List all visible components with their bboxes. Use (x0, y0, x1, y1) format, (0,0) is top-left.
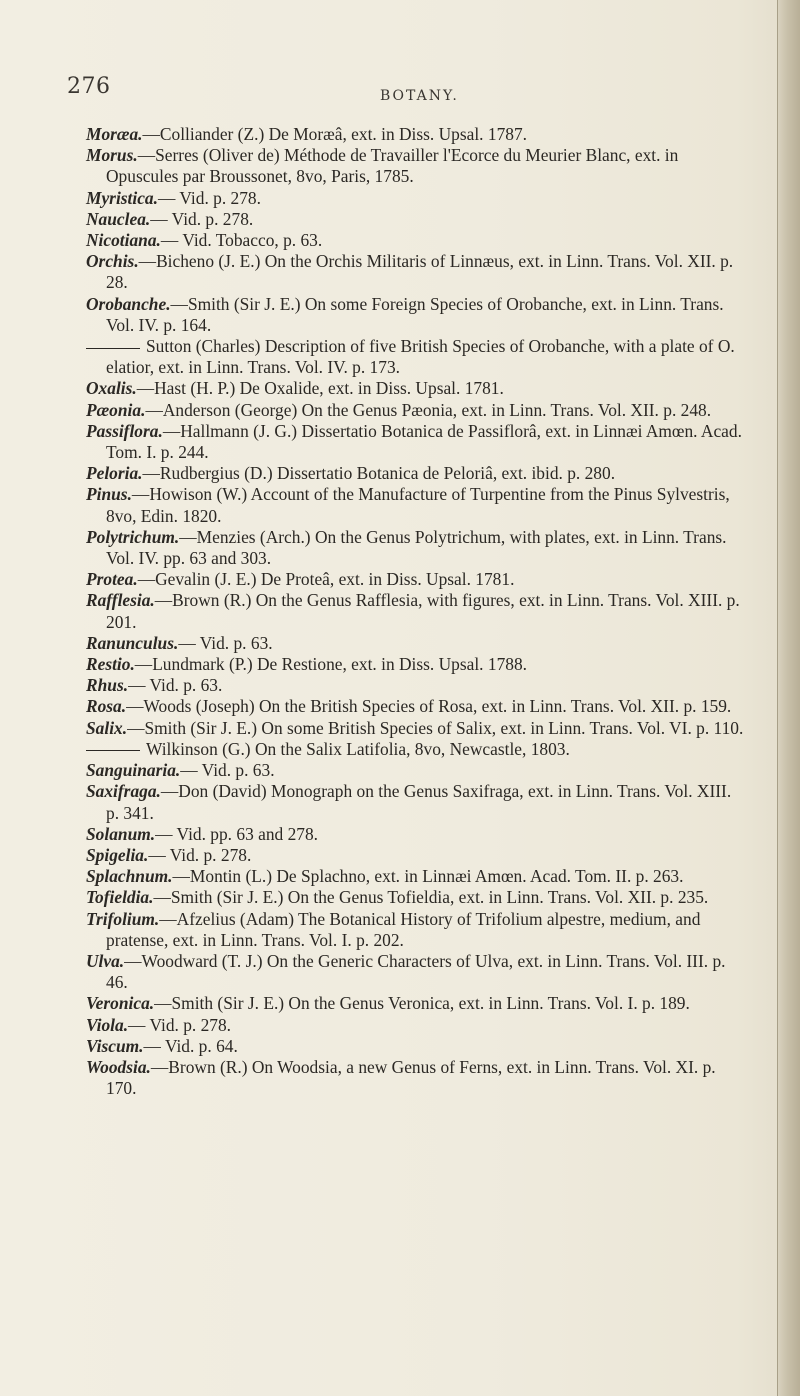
genus-name: Trifolium. (86, 908, 160, 929)
list-item (86, 421, 746, 463)
list-item (86, 1036, 746, 1057)
list-item (86, 209, 746, 230)
entry-text: —Afzelius (Adam) The Botanical History of Trifolium alpestre, medium, and pratense, ext. in Linn. Trans. Vol. I. p. 202. (106, 908, 701, 950)
genus-name: Protea. (86, 569, 138, 590)
list-item (86, 951, 746, 993)
entry-text: —Colliander (Z.) De Moræâ, ext. in Diss. Upsal. 1787. (142, 124, 528, 144)
genus-name: Ranunculus. (86, 632, 179, 653)
list-item (86, 760, 746, 781)
list-item (86, 718, 746, 739)
entry-text: — Vid. Tobacco, p. 63. (160, 230, 323, 251)
list-item (86, 590, 746, 632)
entry-text: — Vid. p. 278. (157, 187, 261, 208)
genus-name: Veronica. (86, 993, 155, 1014)
entry-text: —Brown (R.) On Woodsia, a new Genus of Ferns, ext. in Linn. Trans. Vol. XI. p. 170. (106, 1056, 716, 1099)
genus-name: Spigelia. (86, 844, 149, 865)
list-item (86, 654, 746, 675)
entry-text: — Vid. p. 278. (150, 208, 254, 229)
list-item (86, 251, 746, 293)
list-item (86, 824, 746, 845)
entry-text: —Brown (R.) On the Genus Rafflesia, with figures, ext. in Linn. Trans. Vol. XIII. p. 201. (106, 590, 740, 632)
list-item (86, 909, 746, 951)
list-item (86, 230, 746, 251)
entry-text: — Vid. p. 63. (178, 632, 273, 653)
genus-name: Nauclea. (86, 208, 151, 229)
genus-name: Pæonia. (86, 399, 146, 420)
list-item (86, 866, 746, 887)
entry-text: —Anderson (George) On the Genus Pæonia, ext. in Linn. Trans. Vol. XII. p. 248. (145, 399, 712, 420)
genus-name: Moræa. (86, 124, 143, 144)
entry-text: —Howison (W.) Account of the Manufacture of Turpentine from the Pinus Sylvestris, 8vo, Edin. 1820. (106, 484, 730, 526)
genus-name: Splachnum. (86, 866, 173, 887)
genus-name: Polytrichum. (86, 526, 180, 547)
entry-text: —Lundmark (P.) De Restione, ext. in Diss. Upsal. 1788. (134, 654, 528, 675)
entry-text: — Vid. p. 64. (143, 1035, 238, 1056)
list-item (86, 739, 746, 760)
ditto-rule (86, 348, 140, 349)
list-item (86, 633, 746, 654)
entry-text: —Smith (Sir J. E.) On the Genus Tofieldia, ext. in Linn. Trans. Vol. XII. p. 235. (153, 887, 709, 908)
ditto-rule (86, 750, 140, 751)
genus-name: Orchis. (86, 251, 139, 272)
entry-text: — Vid. pp. 63 and 278. (155, 823, 319, 844)
list-item (86, 781, 746, 823)
genus-name: Saxifraga. (86, 781, 161, 802)
entry-text: Wilkinson (G.) On the Salix Latifolia, 8vo, Newcastle, 1803. (146, 738, 570, 759)
entry-text: —Gevalin (J. E.) De Proteâ, ext. in Diss. Upsal. 1781. (137, 569, 515, 590)
bibliography-index (86, 124, 746, 1099)
genus-name: Solanum. (86, 823, 156, 844)
genus-name: Salix. (86, 717, 128, 738)
page-number: 276 (67, 74, 111, 99)
list-item (86, 378, 746, 399)
entry-text: Sutton (Charles) Description of five British Species of Orobanche, with a plate of O. elatior, ext. in Linn. Trans. Vol. IV. p. 173. (106, 336, 735, 378)
genus-name: Passiflora. (86, 420, 163, 441)
entry-text: —Serres (Oliver de) Méthode de Travailler l'Ecorce du Meurier Blanc, ext. in Opuscules par Broussonet, 8vo, Paris, 1785. (106, 145, 679, 187)
list-item (86, 294, 746, 336)
genus-name: Tofieldia. (86, 887, 154, 908)
genus-name: Rosa. (86, 696, 127, 717)
genus-name: Peloria. (86, 463, 143, 484)
genus-name: Viola. (86, 1014, 129, 1035)
entry-text: —Rudbergius (D.) Dissertatio Botanica de Peloriâ, ext. ibid. p. 280. (142, 463, 616, 484)
entry-text: — Vid. p. 63. (180, 760, 275, 781)
genus-name: Rhus. (86, 675, 129, 696)
list-item (86, 675, 746, 696)
list-item (86, 400, 746, 421)
list-item (86, 124, 746, 145)
entry-text: —Woods (Joseph) On the British Species of Rosa, ext. in Linn. Trans. Vol. XII. p. 159. (126, 696, 732, 717)
list-item (86, 336, 746, 378)
list-item (86, 527, 746, 569)
entry-text: —Smith (Sir J. E.) On the Genus Veronica, ext. in Linn. Trans. Vol. I. p. 189. (154, 993, 690, 1014)
running-head: BOTANY. (380, 88, 459, 104)
genus-name: Rafflesia. (86, 590, 155, 611)
list-item (86, 188, 746, 209)
entry-text: — Vid. p. 278. (148, 844, 252, 865)
entry-text: — Vid. p. 278. (128, 1014, 232, 1035)
entry-text: —Hast (H. P.) De Oxalide, ext. in Diss. Upsal. 1781. (136, 378, 504, 399)
genus-name: Morus. (86, 145, 138, 166)
entry-text: —Hallmann (J. G.) Dissertatio Botanica de Passiflorâ, ext. in Linnæi Amœn. Acad. Tom. I. p. 244. (106, 420, 742, 463)
list-item (86, 569, 746, 590)
entry-text: —Don (David) Monograph on the Genus Saxifraga, ext. in Linn. Trans. Vol. XIII. p. 341. (106, 781, 732, 823)
genus-name: Ulva. (86, 950, 125, 971)
list-item (86, 845, 746, 866)
genus-name: Oxalis. (86, 378, 137, 399)
list-item (86, 887, 746, 908)
genus-name: Nicotiana. (86, 230, 161, 251)
entry-text: — Vid. p. 63. (128, 675, 223, 696)
list-item (86, 1015, 746, 1036)
genus-name: Restio. (86, 654, 135, 675)
list-item (86, 696, 746, 717)
page-edge (777, 0, 800, 1396)
genus-name: Viscum. (86, 1035, 144, 1056)
list-item (86, 463, 746, 484)
list-item (86, 484, 746, 526)
entry-text: —Montin (L.) De Splachno, ext. in Linnæi Amœn. Acad. Tom. II. p. 263. (172, 866, 684, 887)
genus-name: Woodsia. (86, 1056, 151, 1077)
entry-text: —Menzies (Arch.) On the Genus Polytrichum, with plates, ext. in Linn. Trans. Vol. IV. pp. 63 and 303. (106, 526, 727, 569)
genus-name: Orobanche. (86, 293, 171, 314)
entry-text: —Smith (Sir J. E.) On some Foreign Species of Orobanche, ext. in Linn. Trans. Vol. IV. p. 164. (106, 293, 724, 335)
genus-name: Myristica. (86, 187, 158, 208)
entry-text: —Bicheno (J. E.) On the Orchis Militaris of Linnæus, ext. in Linn. Trans. Vol. XII. p. 28. (106, 251, 734, 293)
entry-text: —Woodward (T. J.) On the Generic Characters of Ulva, ext. in Linn. Trans. Vol. III. p. 46. (106, 950, 726, 993)
list-item (86, 993, 746, 1014)
list-item (86, 1057, 746, 1099)
genus-name: Sanguinaria. (86, 760, 181, 781)
genus-name: Pinus. (86, 484, 132, 505)
list-item (86, 145, 746, 187)
entry-text: —Smith (Sir J. E.) On some British Species of Salix, ext. in Linn. Trans. Vol. VI. p. 110. (127, 717, 744, 738)
